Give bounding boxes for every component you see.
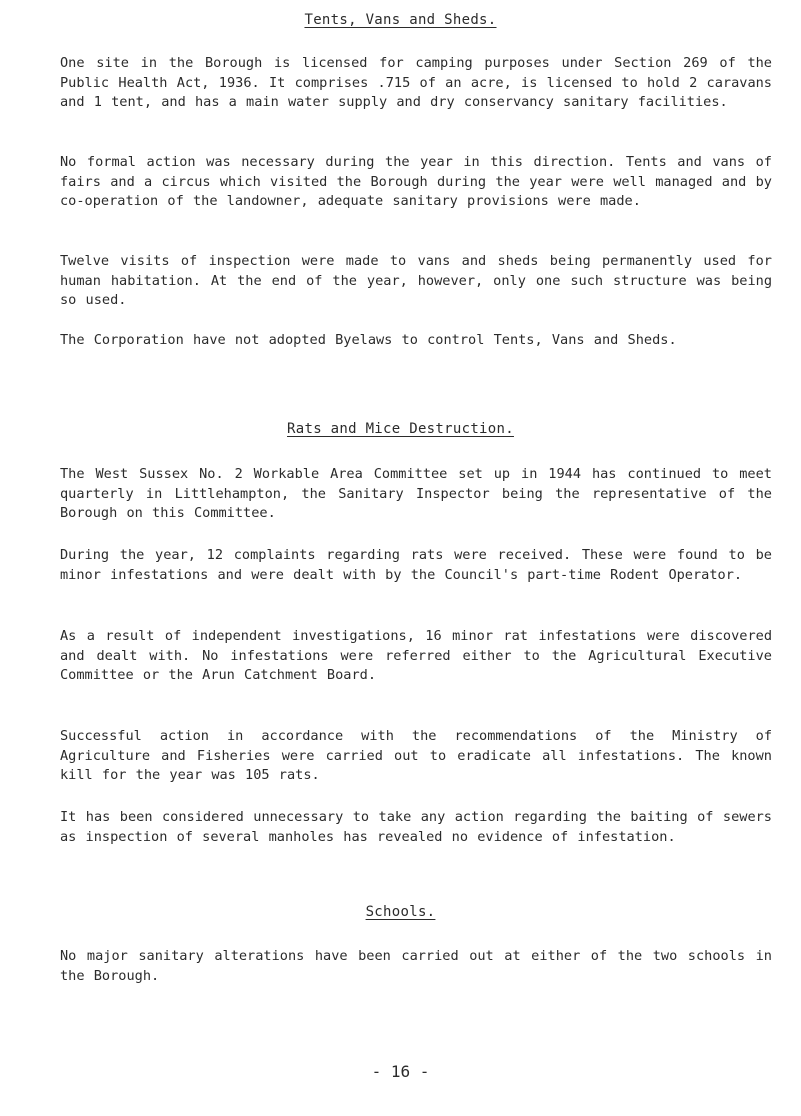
heading-rats-mice: Rats and Mice Destruction.	[287, 421, 514, 437]
paragraph-sewer-baiting: It has been considered unnecessary to take any action regarding the baiting of sewers as inspection of several manholes has revealed no evidence of infestation.	[60, 809, 772, 845]
paragraph-investigations: As a result of independent investigations, 16 minor rat infestations were discovered and dealt with. No infestations were referred either to the Agricultural Executive Committee or the Arun Catchment Board.	[60, 628, 772, 683]
paragraph-formal-action: No formal action was necessary during the year in this direction. Tents and vans of fairs and a circus which visited the Borough during the year were well managed and by co-operation of the landowner, adequate sanitary provisions were made.	[60, 154, 772, 209]
paragraph-byelaws: The Corporation have not adopted Byelaws to control Tents, Vans and Sheds.	[60, 332, 677, 348]
heading-schools: Schools.	[365, 904, 436, 920]
heading-tents-vans-sheds: Tents, Vans and Sheds.	[304, 12, 497, 28]
page-number: - 16 -	[371, 1062, 430, 1081]
paragraph-committee: The West Sussex No. 2 Workable Area Committee set up in 1944 has continued to meet quarterly in Littlehampton, the Sanitary Inspector being the representative of the Borough on this Committee.	[60, 466, 772, 521]
paragraph-camping-site: One site in the Borough is licensed for camping purposes under Section 269 of the Public Health Act, 1936. It comprises .715 of an acre, is licensed to hold 2 caravans and 1 tent, and has a main water supply and dry conservancy sanitary facilities.	[60, 55, 772, 110]
paragraph-complaints: During the year, 12 complaints regarding rats were received. These were found to be minor infestations and were dealt with by the Council's part-time Rodent Operator.	[60, 547, 772, 583]
paragraph-successful-action: Successful action in accordance with the recommendations of the Ministry of Agriculture and Fisheries were carried out to eradicate all infestations. The known kill for the year was 105 rats.	[60, 728, 772, 783]
paragraph-visits-inspection: Twelve visits of inspection were made to vans and sheds being permanently used for human habitation. At the end of the year, however, only one such structure was being so used.	[60, 253, 772, 308]
paragraph-schools: No major sanitary alterations have been carried out at either of the two schools in the Borough.	[60, 948, 772, 984]
